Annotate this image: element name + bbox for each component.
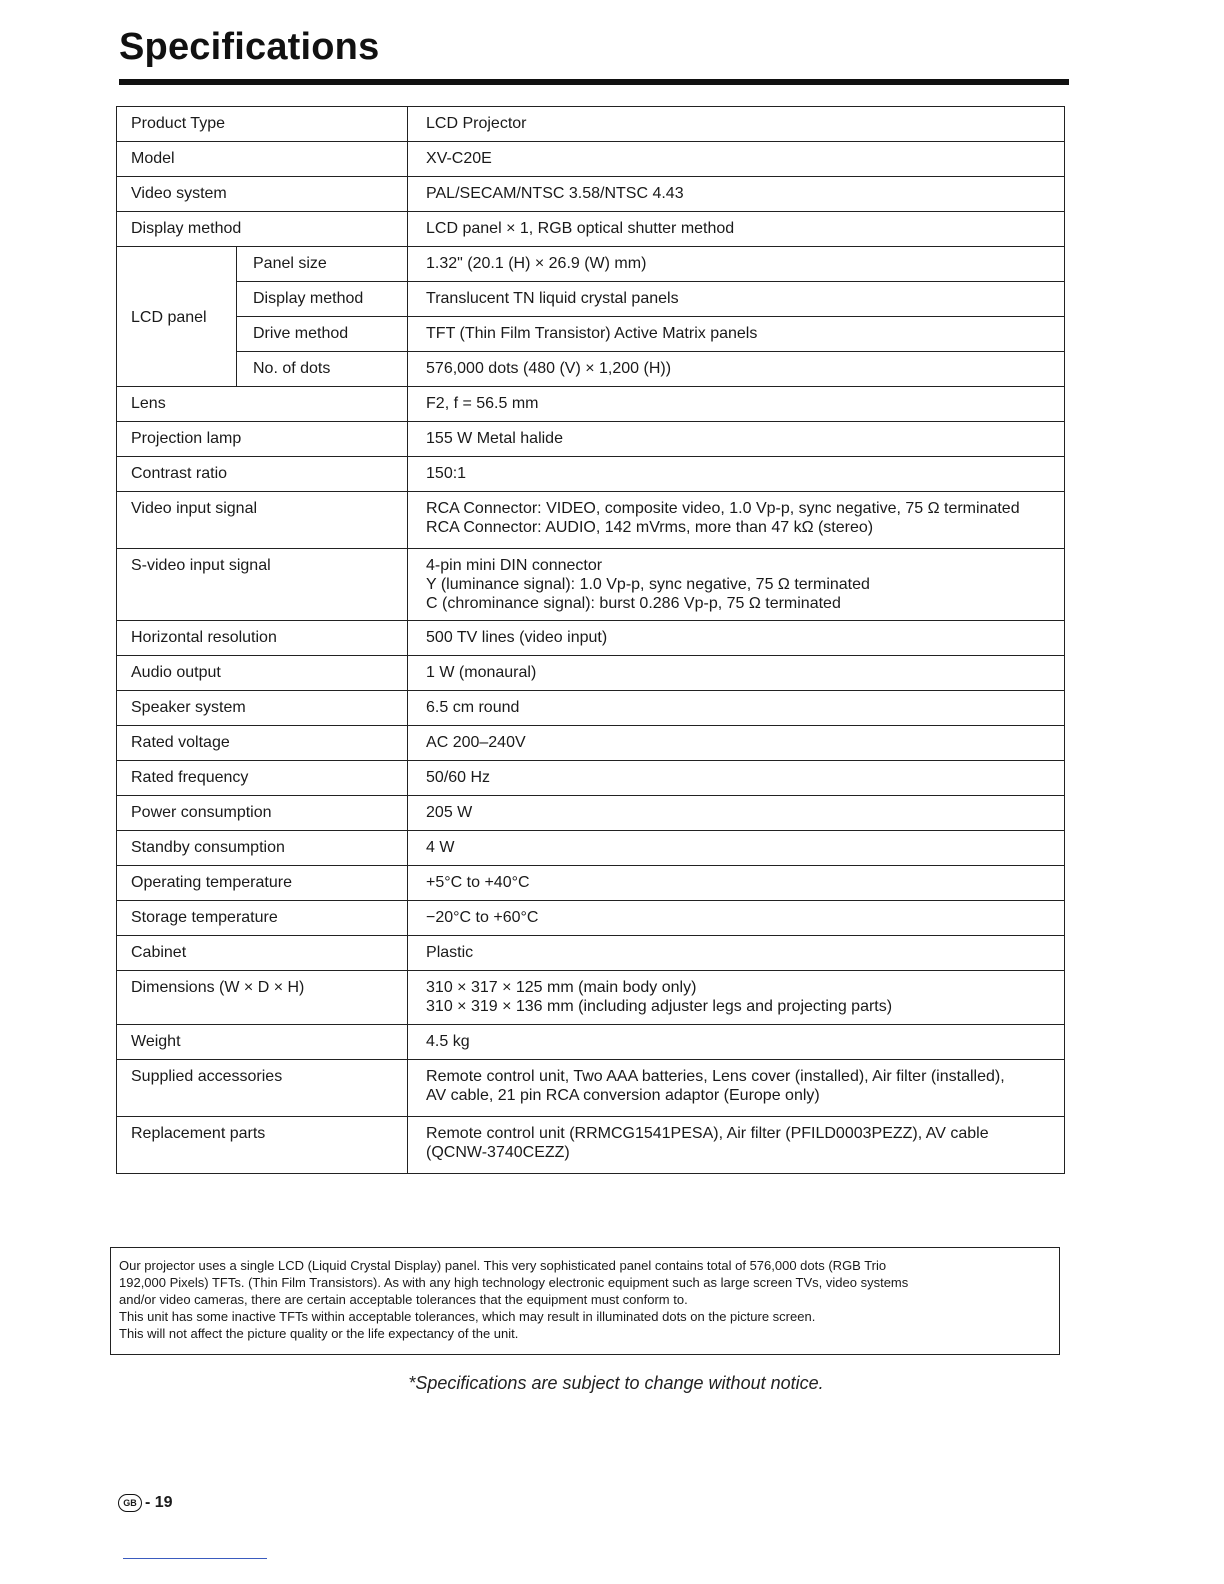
table-row <box>117 177 1065 212</box>
spec-value-audio-output: 1 W (monaural) <box>408 656 1065 691</box>
table-row <box>117 387 1065 422</box>
table-row <box>117 142 1065 177</box>
table-row <box>117 457 1065 492</box>
spec-value-cabinet: Plastic <box>408 936 1065 971</box>
spec-label-operating-temperature: Operating temperature <box>117 866 408 901</box>
value-line: AV cable, 21 pin RCA conversion adaptor (Europe only) <box>426 1087 820 1104</box>
spec-label-horizontal-resolution: Horizontal resolution <box>117 621 408 656</box>
spec-value-s-video-input-signal <box>408 549 1065 621</box>
spec-label-video-system: Video system <box>117 177 408 212</box>
value-line: 4-pin mini DIN connector <box>426 557 603 574</box>
table-row <box>117 656 1065 691</box>
spec-value-dimensions <box>408 971 1065 1025</box>
spec-label-dimensions: Dimensions (W × D × H) <box>117 971 408 1025</box>
specifications-table <box>116 106 1065 1174</box>
value-line: C (chrominance signal): burst 0.286 Vp-p, 75 Ω terminated <box>426 595 841 612</box>
table-row <box>117 352 1065 387</box>
value-line: RCA Connector: VIDEO, composite video, 1.0 Vp-p, sync negative, 75 Ω terminated <box>426 500 1020 517</box>
spec-label-rated-voltage: Rated voltage <box>117 726 408 761</box>
table-row <box>117 761 1065 796</box>
specifications-footnote: *Specifications are subject to change without notice. <box>408 1373 824 1393</box>
spec-label-s-video-input-signal: S-video input signal <box>117 549 408 621</box>
spec-sublabel-display-method: Display method <box>237 282 408 317</box>
spec-value-rated-voltage: AC 200–240V <box>408 726 1065 761</box>
spec-value-lens: F2, f = 56.5 mm <box>408 387 1065 422</box>
table-row <box>117 621 1065 656</box>
spec-label-video-input-signal: Video input signal <box>117 492 408 549</box>
spec-label-power-consumption: Power consumption <box>117 796 408 831</box>
spec-label-replacement-parts: Replacement parts <box>117 1117 408 1174</box>
spec-value-operating-temperature: +5°C to +40°C <box>408 866 1065 901</box>
spec-value-drive-method: TFT (Thin Film Transistor) Active Matrix panels <box>408 317 1065 352</box>
table-row <box>117 726 1065 761</box>
table-row <box>117 422 1065 457</box>
table-row <box>117 107 1065 142</box>
table-row <box>117 492 1065 549</box>
spec-value-panel-size: 1.32" (20.1 (H) × 26.9 (W) mm) <box>408 247 1065 282</box>
table-row <box>117 1060 1065 1117</box>
table-row <box>117 691 1065 726</box>
page-title: Specifications <box>119 26 380 68</box>
spec-label-lens: Lens <box>117 387 408 422</box>
table-row <box>117 1025 1065 1060</box>
table-row <box>117 247 1065 282</box>
spec-label-standby-consumption: Standby consumption <box>117 831 408 866</box>
value-line: Remote control unit (RRMCG1541PESA), Air filter (PFILD0003PEZZ), AV cable <box>426 1125 989 1142</box>
table-row <box>117 866 1065 901</box>
spec-label-lcd-panel: LCD panel <box>117 247 237 387</box>
value-line: RCA Connector: AUDIO, 142 mVrms, more than 47 kΩ (stereo) <box>426 519 874 536</box>
spec-label-model: Model <box>117 142 408 177</box>
spec-label-speaker-system: Speaker system <box>117 691 408 726</box>
spec-value-video-system: PAL/SECAM/NTSC 3.58/NTSC 4.43 <box>408 177 1065 212</box>
spec-label-audio-output: Audio output <box>117 656 408 691</box>
spec-value-projection-lamp: 155 W Metal halide <box>408 422 1065 457</box>
notice-line: This will not affect the picture quality or the life expectancy of the unit. <box>119 1326 519 1341</box>
notice-line: 192,000 Pixels) TFTs. (Thin Film Transistors). As with any high technology electronic equipment such as large screen TVs, video systems <box>119 1275 909 1290</box>
spec-value-no-of-dots: 576,000 dots (480 (V) × 1,200 (H)) <box>408 352 1065 387</box>
value-line: 310 × 319 × 136 mm (including adjuster legs and projecting parts) <box>426 998 893 1015</box>
table-row <box>117 317 1065 352</box>
spec-value-lcd-display-method: Translucent TN liquid crystal panels <box>408 282 1065 317</box>
table-row <box>117 1117 1065 1174</box>
spec-label-display-method: Display method <box>117 212 408 247</box>
spec-label-weight: Weight <box>117 1025 408 1060</box>
spec-label-projection-lamp: Projection lamp <box>117 422 408 457</box>
table-row <box>117 971 1065 1025</box>
table-row <box>117 831 1065 866</box>
spec-value-speaker-system: 6.5 cm round <box>408 691 1065 726</box>
spec-value-standby-consumption: 4 W <box>408 831 1065 866</box>
value-line: Y (luminance signal): 1.0 Vp-p, sync negative, 75 Ω terminated <box>426 576 870 593</box>
value-line: (QCNW-3740CEZZ) <box>426 1144 570 1161</box>
spec-value-video-input-signal <box>408 492 1065 549</box>
spec-value-rated-frequency: 50/60 Hz <box>408 761 1065 796</box>
gb-badge-icon: GB <box>118 1494 142 1512</box>
value-line: 310 × 317 × 125 mm (main body only) <box>426 979 697 996</box>
spec-value-supplied-accessories <box>408 1060 1065 1117</box>
spec-label-product-type: Product Type <box>117 107 408 142</box>
table-row <box>117 282 1065 317</box>
table-row <box>117 936 1065 971</box>
spec-value-display-method: LCD panel × 1, RGB optical shutter method <box>408 212 1065 247</box>
spec-label-supplied-accessories: Supplied accessories <box>117 1060 408 1117</box>
bottom-rule <box>123 1558 267 1559</box>
spec-value-product-type: LCD Projector <box>408 107 1065 142</box>
spec-value-weight: 4.5 kg <box>408 1025 1065 1060</box>
spec-label-storage-temperature: Storage temperature <box>117 901 408 936</box>
table-row <box>117 901 1065 936</box>
notice-line: and/or video cameras, there are certain acceptable tolerances that the equipment must conform to. <box>119 1292 688 1307</box>
title-rule <box>119 79 1069 85</box>
spec-value-power-consumption: 205 W <box>408 796 1065 831</box>
spec-label-rated-frequency: Rated frequency <box>117 761 408 796</box>
notice-line: This unit has some inactive TFTs within acceptable tolerances, which may result in illuminated dots on the picture screen. <box>119 1309 816 1324</box>
spec-value-horizontal-resolution: 500 TV lines (video input) <box>408 621 1065 656</box>
spec-sublabel-drive-method: Drive method <box>237 317 408 352</box>
spec-label-contrast-ratio: Contrast ratio <box>117 457 408 492</box>
value-line: Remote control unit, Two AAA batteries, Lens cover (installed), Air filter (installed), <box>426 1068 1005 1085</box>
table-row <box>117 212 1065 247</box>
spec-label-cabinet: Cabinet <box>117 936 408 971</box>
table-row <box>117 796 1065 831</box>
spec-value-replacement-parts <box>408 1117 1065 1174</box>
spec-value-model: XV-C20E <box>408 142 1065 177</box>
spec-value-contrast-ratio: 150:1 <box>408 457 1065 492</box>
notice-line: Our projector uses a single LCD (Liquid Crystal Display) panel. This very sophisticated panel contains total of 576,000 dots (RGB Trio <box>119 1258 887 1273</box>
spec-sublabel-no-of-dots: No. of dots <box>237 352 408 387</box>
page-number <box>118 1494 173 1512</box>
page-number-text: - 19 <box>145 1494 173 1511</box>
spec-sublabel-panel-size: Panel size <box>237 247 408 282</box>
spec-value-storage-temperature: −20°C to +60°C <box>408 901 1065 936</box>
lcd-notice-box <box>110 1247 1060 1355</box>
table-row <box>117 549 1065 621</box>
